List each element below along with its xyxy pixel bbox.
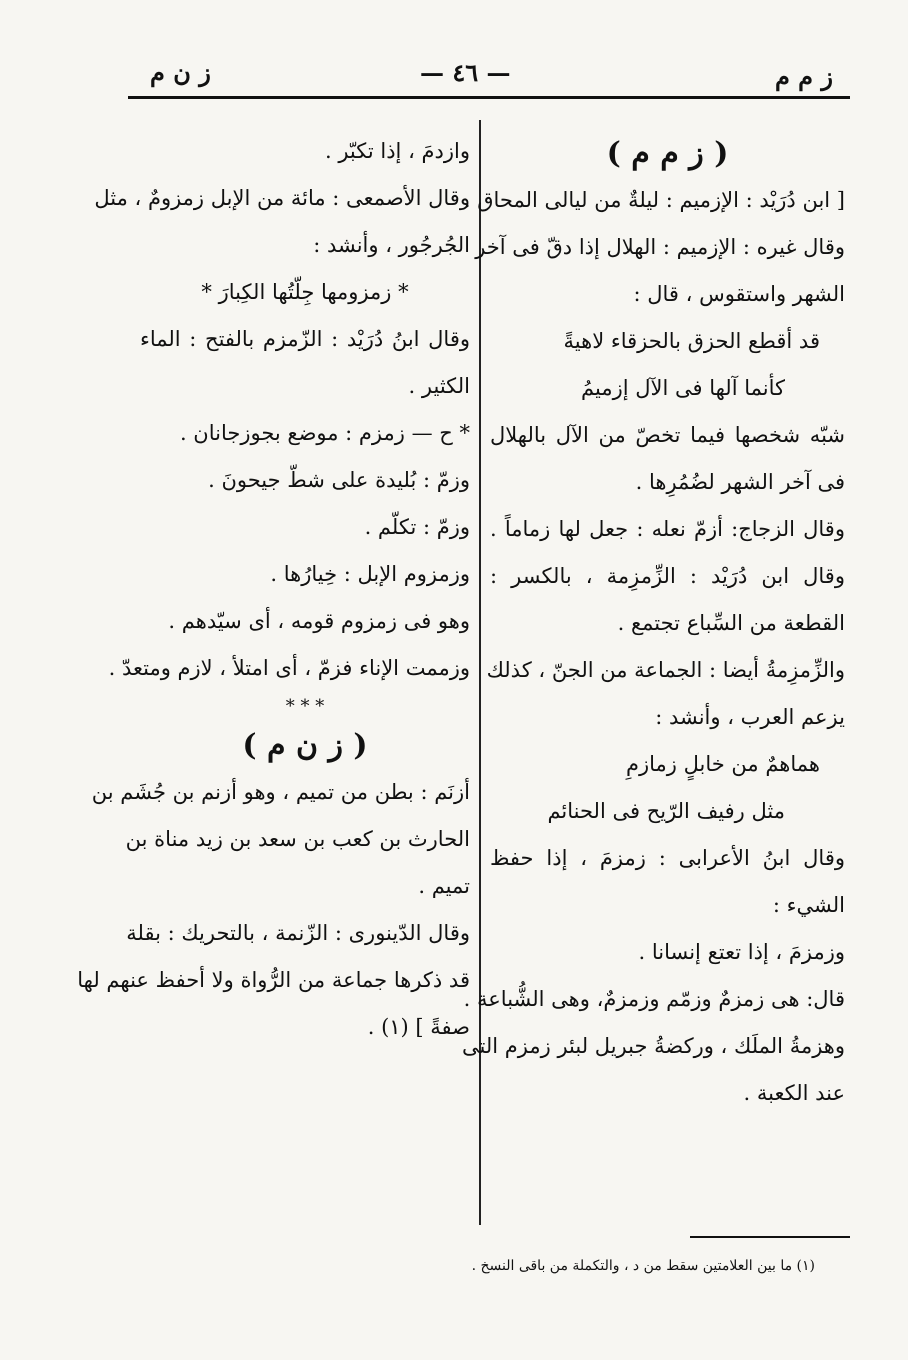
text-line: وزممت الإناء فزمّ ، أى امتلأ ، لازم ومتعدّ .	[108, 656, 470, 680]
text-line: وزمزوم الإبل : خِيارُها .	[270, 562, 470, 586]
text-line: وزمّ : بُليدة على شطّ جيحونَ .	[208, 468, 470, 492]
text-line: * * *	[285, 696, 325, 717]
text-line: والزِّمزِمةُ أيضا : الجماعة من الجنّ ، كذلك	[486, 658, 845, 682]
right-column	[462, 130, 845, 1117]
text-line: قال: هى زمزمٌ وزمّم وزمزمٌ، وهى الشُّباعة .	[463, 987, 845, 1011]
text-line: وقال الزجاج: أزمّ نعله : جعل لها زماماً .	[490, 517, 845, 541]
header-rule	[128, 96, 850, 99]
text-line: الشهر واستقوس ، قال :	[633, 282, 845, 306]
text-line: * ح — زمزم : موضع بجوزجانان .	[179, 421, 470, 445]
left-column	[77, 128, 470, 1051]
text-line: الشيء :	[772, 893, 845, 917]
text-line: وزمزمَ ، إذا تعتع إنسانا .	[638, 940, 845, 964]
text-line: أزنَم : بطن من تميم ، وهو أزنم بن جُشَم بن	[91, 780, 470, 804]
text-line: ( ز ن م )	[242, 728, 368, 763]
text-line: وقال ابنُ الأعرابى : زمزمَ ، إذا حفظ	[490, 846, 845, 870]
text-line: قد أقطع الحزق بالحزقاء لاهيةً	[563, 329, 820, 353]
footnote-rule	[690, 1236, 850, 1238]
text-line: وزمّ : تكلّم .	[364, 515, 470, 539]
text-line: [ ابن دُرَيْد : الإزميم : ليلةٌ من ليالى المحاق .	[463, 188, 845, 212]
text-line: صفةً ] (١) .	[367, 1015, 470, 1039]
text-line: وهزمةُ الملَك ، وركضةُ جبريل لبئر زمزم التى	[462, 1034, 845, 1058]
text-line: الحارث بن كعب بن سعد بن زيد مناة بن	[125, 827, 470, 851]
text-line: الكثير .	[408, 374, 470, 398]
text-line: وقال غيره : الإزميم : الهلال إذا دقّ فى آخر	[475, 235, 845, 259]
text-line: قد ذكرها جماعة من الرُّواة ولا أحفظ عنهم لها	[77, 968, 470, 992]
text-line: * زمزومها جِلّتُها الكِبارَ *	[201, 280, 409, 304]
text-line: ( ز م م )	[606, 136, 729, 171]
text-line: فى آخر الشهر لضُمُرِها .	[635, 470, 845, 494]
text-line: كأنما آلها فى الآل إزميمُ	[581, 376, 785, 400]
text-line: تميم .	[418, 874, 470, 898]
text-line: هماهمٌ من خابلٍ زمازمِ	[626, 752, 820, 776]
text-line: القطعة من السِّباع تجتمع .	[617, 611, 845, 635]
footnote: (١) ما بين العلامتين سقط من د ، والتكملة من باقى النسخ .	[471, 1258, 815, 1274]
page-number: — ٤٦ —	[420, 58, 511, 87]
text-line: وقال الدّينورى : الزّنمة ، بالتحريك : بقلة	[126, 921, 470, 945]
text-line: وازدمَ ، إذا تكبّر .	[324, 139, 470, 163]
text-line: يزعم العرب ، وأنشد :	[655, 705, 845, 729]
text-line: وهو فى زمزوم قومه ، أى سيّدهم .	[168, 609, 470, 633]
text-line: مثل رفيف الرّيح فى الحنائم	[547, 799, 785, 823]
text-line: وقال ابن دُرَيْد : الزِّمزِمة ، بالكسر :	[490, 564, 845, 588]
text-line: وقال ابنُ دُرَيْد : الزّمزم بالفتح : الماء	[140, 327, 470, 351]
header-root-right: ز م م	[774, 62, 833, 91]
header-root-left: ز ن م	[150, 58, 211, 87]
text-line: عند الكعبة .	[743, 1081, 845, 1105]
text-line: الجُرجُور ، وأنشد :	[313, 233, 470, 257]
text-line: وقال الأصمعى : مائة من الإبل زمزومٌ ، مثل	[94, 186, 470, 210]
text-line: شبّه شخصها فيما تخصّ من الآل بالهلال	[490, 423, 845, 447]
